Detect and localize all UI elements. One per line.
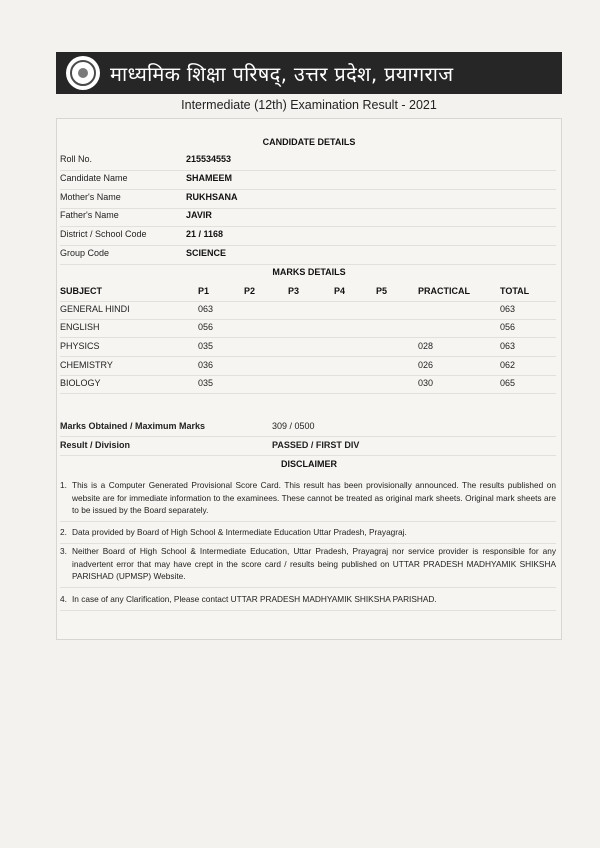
result-division-value: PASSED / FIRST DIV: [272, 440, 360, 450]
marks-details-title: MARKS DETAILS: [272, 267, 346, 277]
field-value: SCIENCE: [186, 248, 227, 258]
marks-row-english: [60, 319, 556, 338]
result-subtitle: Intermediate (12th) Examination Result - 2021: [181, 98, 437, 112]
disclaimer-item: [60, 593, 556, 611]
subject-cell: GENERAL HINDI: [60, 304, 130, 314]
disclaimer-item: [60, 479, 556, 522]
field-label: Mother's Name: [60, 192, 121, 202]
field-value: SHAMEEM: [186, 173, 233, 183]
field-value: JAVIR: [186, 210, 212, 220]
disclaimer-text: Data provided by Board of High School & Intermediate Education Uttar Pradesh, Prayagraj.: [72, 527, 407, 537]
result-division-label: Result / Division: [60, 440, 131, 450]
field-label: Roll No.: [60, 154, 93, 164]
disclaimer-item: [60, 545, 556, 588]
practical-cell: 030: [418, 378, 434, 388]
district-school-row: [60, 227, 556, 246]
col-total: TOTAL: [500, 286, 530, 296]
col-p3: P3: [288, 286, 300, 296]
field-label: Group Code: [60, 248, 110, 258]
disclaimer-number: 2.: [60, 527, 67, 537]
total-cell: 056: [500, 322, 516, 332]
disclaimer-text: Neither Board of High School & Intermediate Education, Uttar Pradesh, Prayagraj nor service provider is responsible for any inadvertent error that may have crept in the score card / results being published on UTTAR PRADESH MADHYAMIK SHIKSHA PARISHAD (UPMSP) Website.: [72, 546, 556, 581]
candidate-details-title: CANDIDATE DETAILS: [262, 137, 356, 147]
col-p2: P2: [244, 286, 256, 296]
marks-header-row: [60, 283, 556, 302]
col-subject: SUBJECT: [60, 286, 103, 296]
field-value: 21 / 1168: [186, 229, 224, 239]
subject-cell: BIOLOGY: [60, 378, 101, 388]
p1-cell: 063: [198, 304, 214, 314]
up-emblem-icon: [66, 56, 100, 90]
disclaimer-number: 1.: [60, 480, 67, 490]
disclaimer-text: In case of any Clarification, Please contact UTTAR PRADESH MADHYAMIK SHIKSHA PARISHAD.: [72, 594, 437, 604]
total-cell: 065: [500, 378, 516, 388]
practical-cell: 026: [418, 360, 434, 370]
board-header-banner: [56, 52, 562, 94]
p1-cell: 035: [198, 378, 214, 388]
field-value: 215534553: [186, 154, 232, 164]
subject-cell: PHYSICS: [60, 341, 100, 351]
subject-cell: CHEMISTRY: [60, 360, 113, 370]
disclaimer-item: [60, 526, 556, 544]
field-label: Father's Name: [60, 210, 119, 220]
field-label: District / School Code: [60, 229, 147, 239]
marks-obtained-label: Marks Obtained / Maximum Marks: [60, 421, 206, 431]
field-value: RUKHSANA: [186, 192, 238, 202]
col-p1: P1: [198, 286, 210, 296]
total-cell: 063: [500, 341, 516, 351]
marks-row-physics: [60, 338, 556, 357]
practical-cell: 028: [418, 341, 434, 351]
total-cell: 063: [500, 304, 516, 314]
disclaimer-title: DISCLAIMER: [281, 459, 337, 469]
p1-cell: 035: [198, 341, 214, 351]
p1-cell: 056: [198, 322, 214, 332]
col-p4: P4: [334, 286, 346, 296]
marks-row-general-hindi: [60, 301, 556, 320]
field-label: Candidate Name: [60, 173, 128, 183]
total-cell: 062: [500, 360, 516, 370]
roll-no-row: [60, 152, 556, 171]
col-p5: P5: [376, 286, 388, 296]
marks-row-biology: [60, 375, 556, 394]
disclaimer-text: This is a Computer Generated Provisional Score Card. This result has been provisionally announced. The results published on website are for immediate information to the examinees. These cannot be treated as original mark sheets. Original mark sheets are to be issued by the Board separately.: [72, 480, 556, 515]
subject-cell: ENGLISH: [60, 322, 100, 332]
result-division-row: [60, 437, 556, 456]
col-practical: PRACTICAL: [418, 286, 470, 296]
disclaimer-number: 3.: [60, 546, 67, 556]
marks-obtained-value: 309 / 0500: [272, 421, 315, 431]
mother-name-row: [60, 190, 556, 209]
group-code-row: [60, 246, 556, 265]
candidate-name-row: [60, 171, 556, 190]
disclaimer-number: 4.: [60, 594, 67, 604]
marks-row-chemistry: [60, 357, 556, 376]
marks-obtained-row: [60, 418, 556, 437]
board-title: माध्यमिक शिक्षा परिषद्, उत्तर प्रदेश, प्रयागराज: [110, 61, 454, 86]
p1-cell: 036: [198, 360, 214, 370]
father-name-row: [60, 208, 556, 227]
